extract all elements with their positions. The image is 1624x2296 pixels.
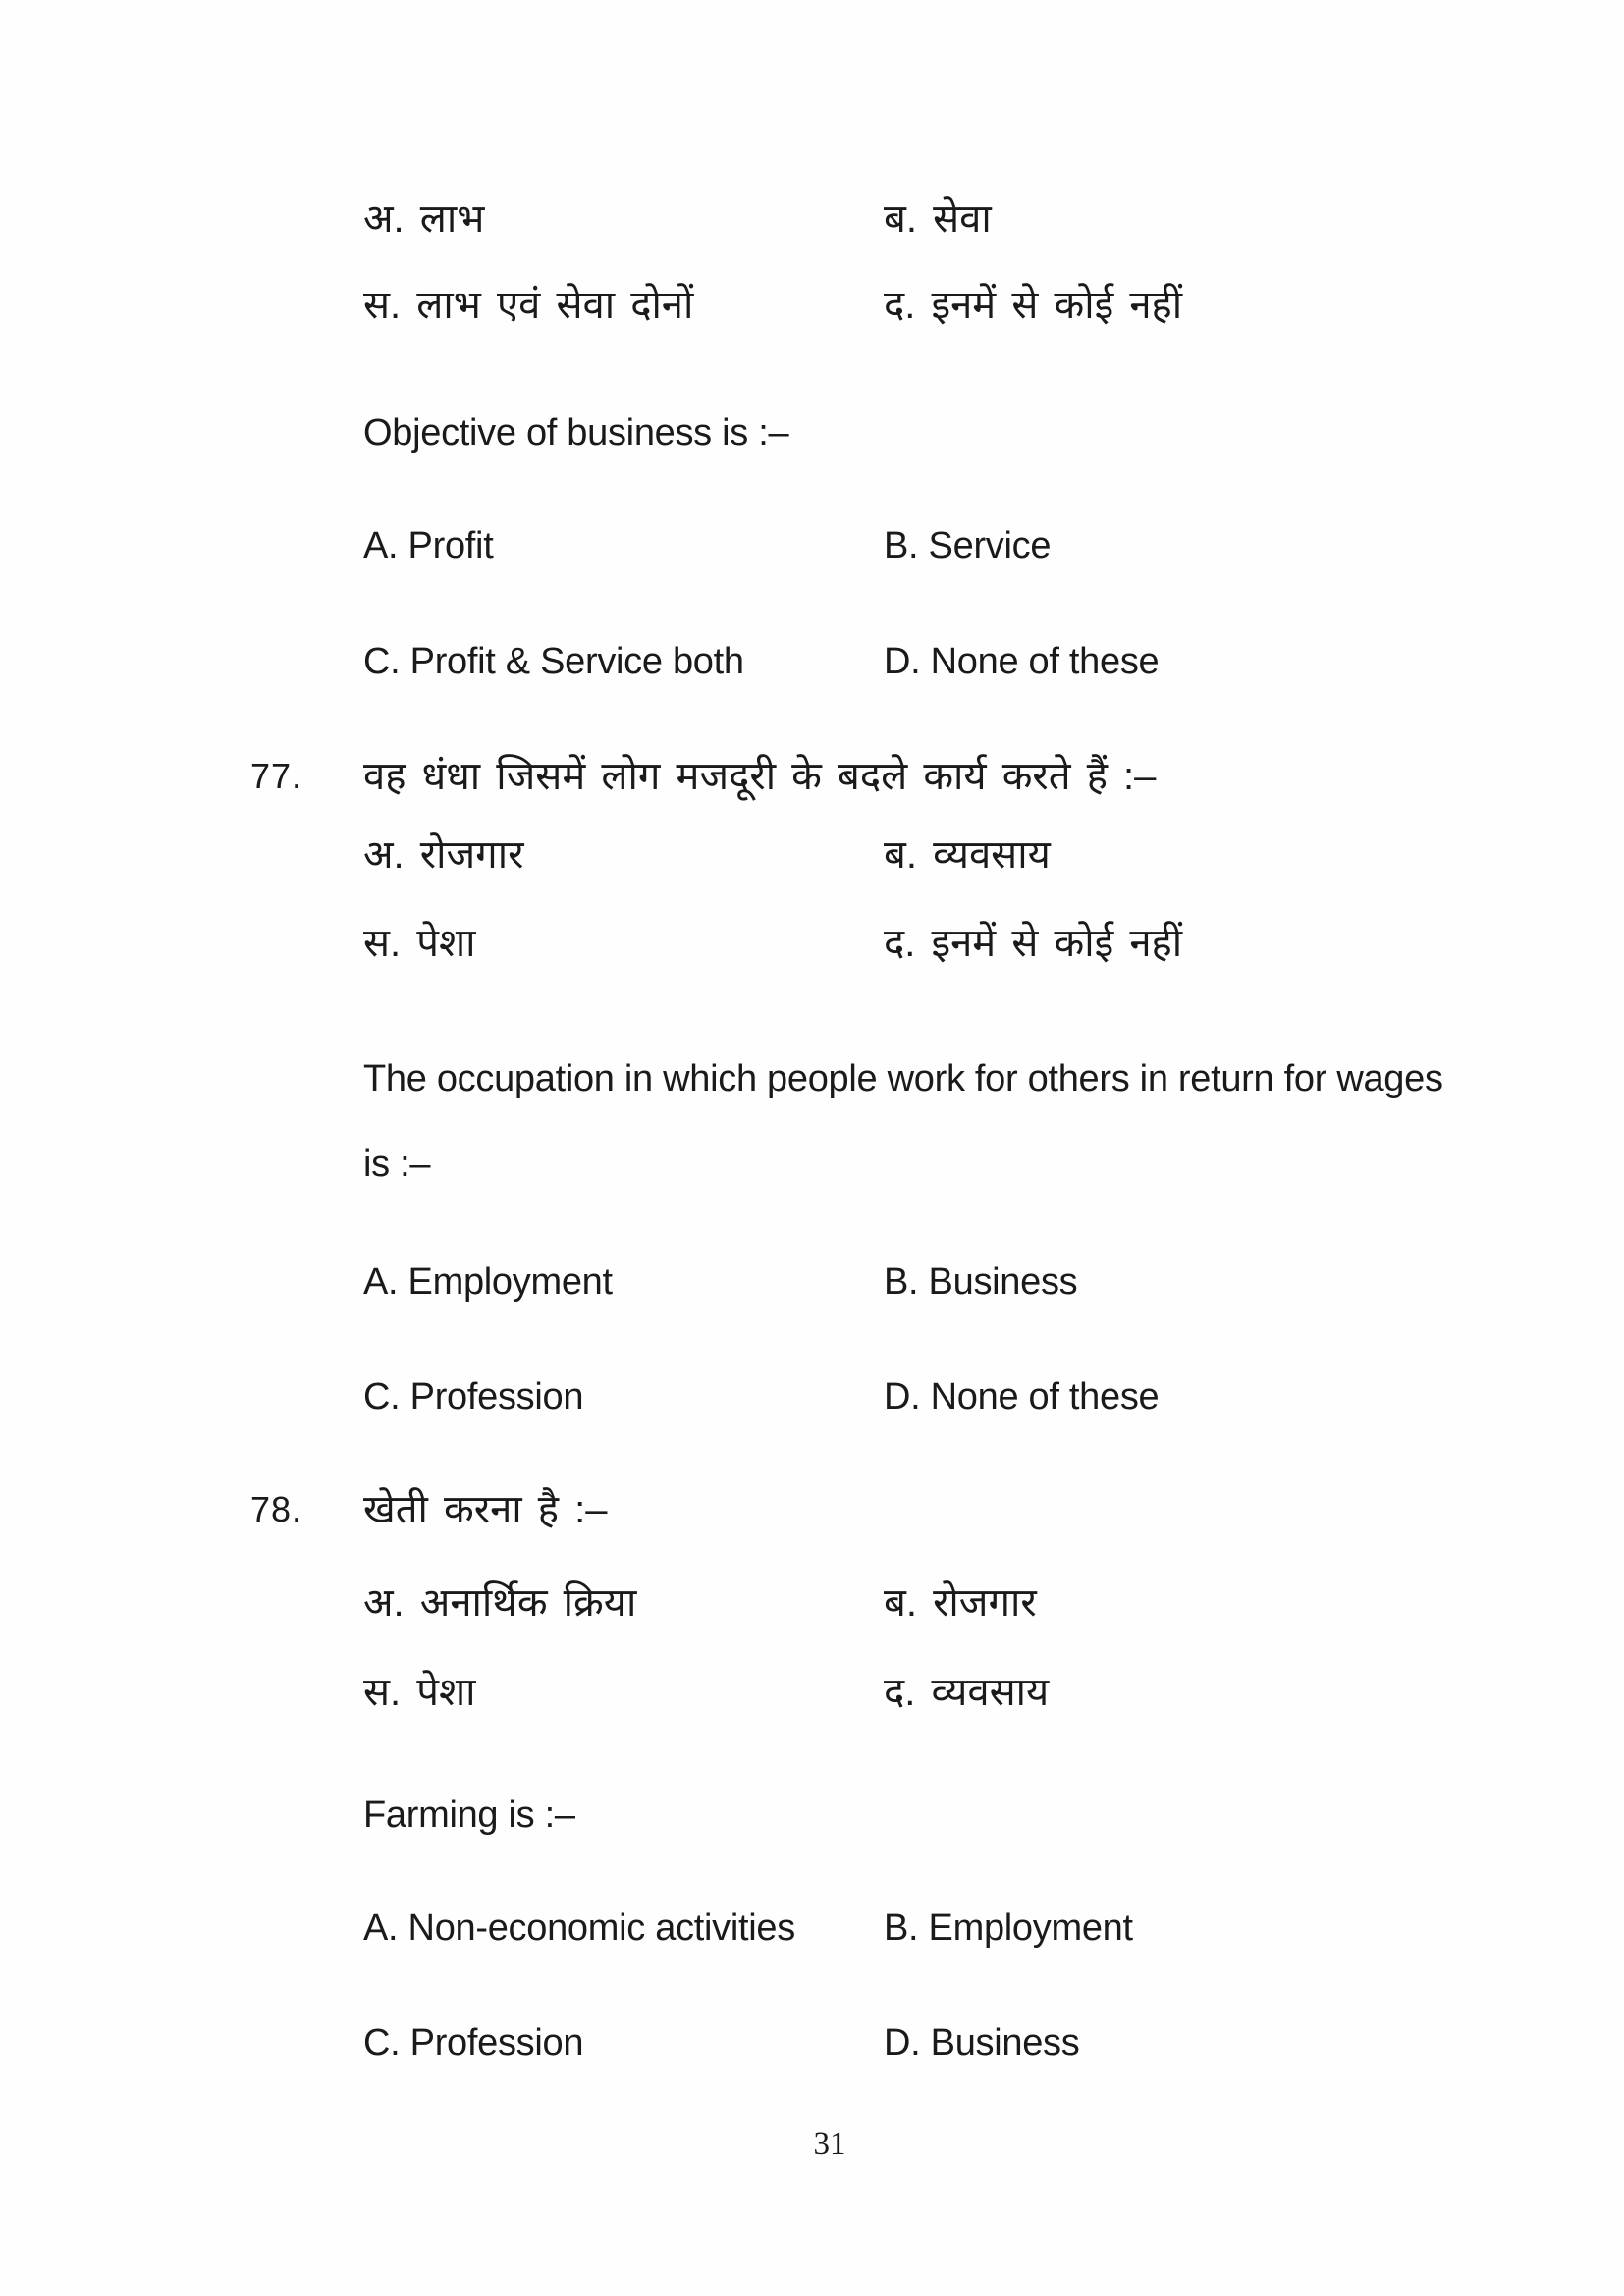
q77-option-b-hindi: ब. व्यवसाय: [884, 833, 1051, 877]
q78-option-c-english: C. Profession: [363, 2022, 584, 2063]
q78-option-a-english: A. Non-economic activities: [363, 1907, 795, 1949]
q77-hindi-option-row-2: [0, 917, 1624, 970]
q77-option-b-english: B. Business: [884, 1261, 1078, 1303]
q76-english-question: Objective of business is :–: [363, 412, 789, 454]
q77-english-question-line1-row: [0, 1052, 1624, 1105]
q76-option-d-english: D. None of these: [884, 641, 1160, 682]
q78-english-option-row-2: [0, 2016, 1624, 2069]
q77-english-option-row-1: [0, 1255, 1624, 1308]
q77-hindi-option-row-1: [0, 828, 1624, 881]
q78-english-question-row: [0, 1789, 1624, 1842]
q76-option-c-hindi: स. लाभ एवं सेवा दोनों: [363, 284, 694, 327]
q76-option-c-english: C. Profit & Service both: [363, 641, 744, 682]
q77-english-question-line2: is :–: [363, 1144, 431, 1185]
q76-english-option-row-1: [0, 519, 1624, 572]
q78-english-option-row-1: [0, 1901, 1624, 1954]
q76-option-d-hindi: द. इनमें से कोई नहीं: [884, 284, 1183, 327]
q76-hindi-option-row-2: [0, 279, 1624, 332]
q76-hindi-option-row-1: [0, 192, 1624, 245]
q76-english-option-row-2: [0, 635, 1624, 688]
q77-hindi-question: वह धंधा जिसमें लोग मजदूरी के बदले कार्य करते हैं :–: [363, 755, 1157, 798]
q77-number: 77.: [250, 756, 303, 796]
q78-hindi-option-row-2: [0, 1666, 1624, 1719]
q76-option-b-hindi: ब. सेवा: [884, 197, 992, 240]
q77-option-a-english: A. Employment: [363, 1261, 613, 1303]
q78-option-d-english: D. Business: [884, 2022, 1080, 2063]
q77-option-d-english: D. None of these: [884, 1376, 1160, 1417]
q78-option-b-english: B. Employment: [884, 1907, 1133, 1949]
q78-number: 78.: [250, 1489, 303, 1529]
q78-option-d-hindi: द. व्यवसाय: [884, 1671, 1050, 1714]
q78-question-row: [0, 1483, 1624, 1536]
q78-option-b-hindi: ब. रोजगार: [884, 1581, 1037, 1625]
q78-hindi-question: खेती करना है :–: [363, 1488, 608, 1531]
q77-english-question-line1: The occupation in which people work for others in return for wages: [363, 1058, 1443, 1099]
q77-english-question-line2-row: [0, 1138, 1624, 1191]
q77-option-a-hindi: अ. रोजगार: [363, 833, 524, 877]
q76-english-question-row: [0, 406, 1624, 459]
q77-option-c-english: C. Profession: [363, 1376, 584, 1417]
q76-option-a-english: A. Profit: [363, 525, 494, 566]
q78-option-c-hindi: स. पेशा: [363, 1671, 476, 1714]
q77-english-option-row-2: [0, 1370, 1624, 1423]
page-footer: [0, 2121, 1624, 2166]
q78-option-a-hindi: अ. अनार्थिक क्रिया: [363, 1581, 637, 1625]
q77-question-row: [0, 750, 1624, 803]
q78-english-question: Farming is :–: [363, 1794, 575, 1836]
q78-hindi-option-row-1: [0, 1576, 1624, 1629]
q76-option-a-hindi: अ. लाभ: [363, 197, 485, 240]
page-number: 31: [813, 2126, 846, 2162]
q77-option-c-hindi: स. पेशा: [363, 922, 476, 965]
q76-option-b-english: B. Service: [884, 525, 1052, 566]
q77-option-d-hindi: द. इनमें से कोई नहीं: [884, 922, 1183, 965]
